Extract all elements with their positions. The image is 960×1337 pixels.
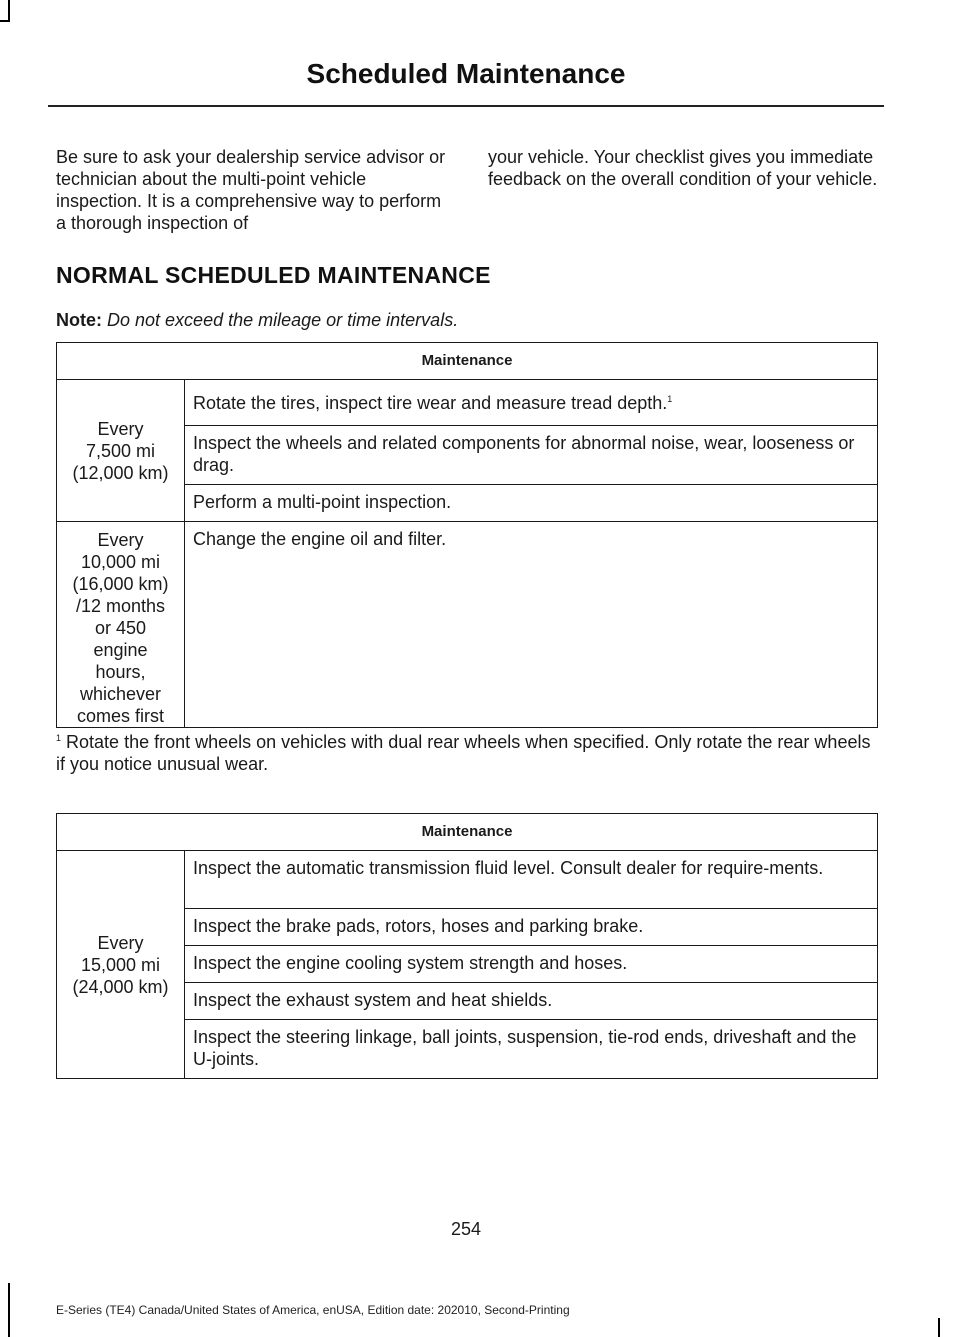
interval-cell — [57, 380, 185, 522]
interval-line: (12,000 km) — [72, 462, 169, 483]
crop-mark — [8, 0, 10, 20]
task-cell: Inspect the wheels and related components for abnormal noise, wear, looseness or drag. — [185, 426, 878, 485]
table-header: Maintenance — [57, 343, 878, 380]
interval-line: 10,000 mi — [80, 552, 161, 572]
interval-line: Every — [97, 418, 144, 439]
maintenance-table-1 — [56, 342, 878, 728]
interval-line: Every — [97, 530, 144, 550]
task-cell: Inspect the exhaust system and heat shields. — [185, 983, 878, 1020]
task-cell: Inspect the automatic transmission fluid level. Consult dealer for require-ments. — [185, 851, 878, 909]
crop-mark — [938, 1318, 940, 1337]
task-cell — [185, 380, 878, 426]
interval-line: hours, — [95, 662, 146, 682]
footnote-ref: 1 — [667, 394, 673, 404]
interval-line: engine — [93, 640, 148, 660]
section-heading: NORMAL SCHEDULED MAINTENANCE — [56, 262, 491, 288]
task-cell: Inspect the steering linkage, ball joints, suspension, tie-rod ends, driveshaft and the U-joints. — [185, 1020, 878, 1079]
maintenance-table-2 — [56, 813, 878, 1079]
interval-cell — [57, 851, 185, 1079]
footer-edition-info: E-Series (TE4) Canada/United States of America, enUSA, Edition date: 202010, Second-Printing — [56, 1303, 570, 1317]
interval-line: whichever — [79, 684, 162, 704]
footnote — [56, 731, 878, 775]
intro-paragraph-left: Be sure to ask your dealership service advisor or technician about the multi-point vehicle inspection. It is a comprehensive way to perform a thorough inspection of — [56, 147, 446, 233]
interval-line: /12 months — [75, 596, 166, 616]
task-cell: Inspect the engine cooling system strength and hoses. — [185, 946, 878, 983]
footnote-marker: 1 — [56, 733, 62, 743]
interval-line: comes first — [76, 706, 164, 726]
task-text: Rotate the tires, inspect tire wear and measure tread depth. — [193, 393, 668, 413]
interval-line: 7,500 mi — [85, 440, 156, 461]
interval-line: or 450 — [94, 618, 147, 638]
interval-cell — [57, 522, 185, 728]
header-divider — [48, 105, 884, 107]
table-header: Maintenance — [57, 814, 878, 851]
interval-line: (24,000 km) — [72, 976, 169, 997]
page-header-title: Scheduled Maintenance — [306, 58, 626, 89]
task-cell: Inspect the brake pads, rotors, hoses and parking brake. — [185, 909, 878, 946]
interval-line: Every — [97, 932, 144, 953]
intro-paragraph-right: your vehicle. Your checklist gives you immediate feedback on the overall condition of your vehicle. — [488, 147, 878, 189]
page-number: 254 — [450, 1219, 482, 1239]
interval-line: (16,000 km) — [72, 574, 169, 594]
crop-mark — [8, 1283, 10, 1337]
note-label: Note: — [56, 310, 102, 330]
task-cell: Perform a multi-point inspection. — [185, 485, 878, 522]
task-cell: Change the engine oil and filter. — [185, 522, 878, 728]
note-text: Do not exceed the mileage or time intervals. — [107, 310, 459, 330]
interval-line: 15,000 mi — [80, 954, 161, 975]
crop-mark — [0, 20, 10, 22]
footnote-text: Rotate the front wheels on vehicles with dual rear wheels when specified. Only rotate the rear wheels if you notice unusual wear. — [56, 732, 871, 774]
note — [56, 310, 458, 331]
